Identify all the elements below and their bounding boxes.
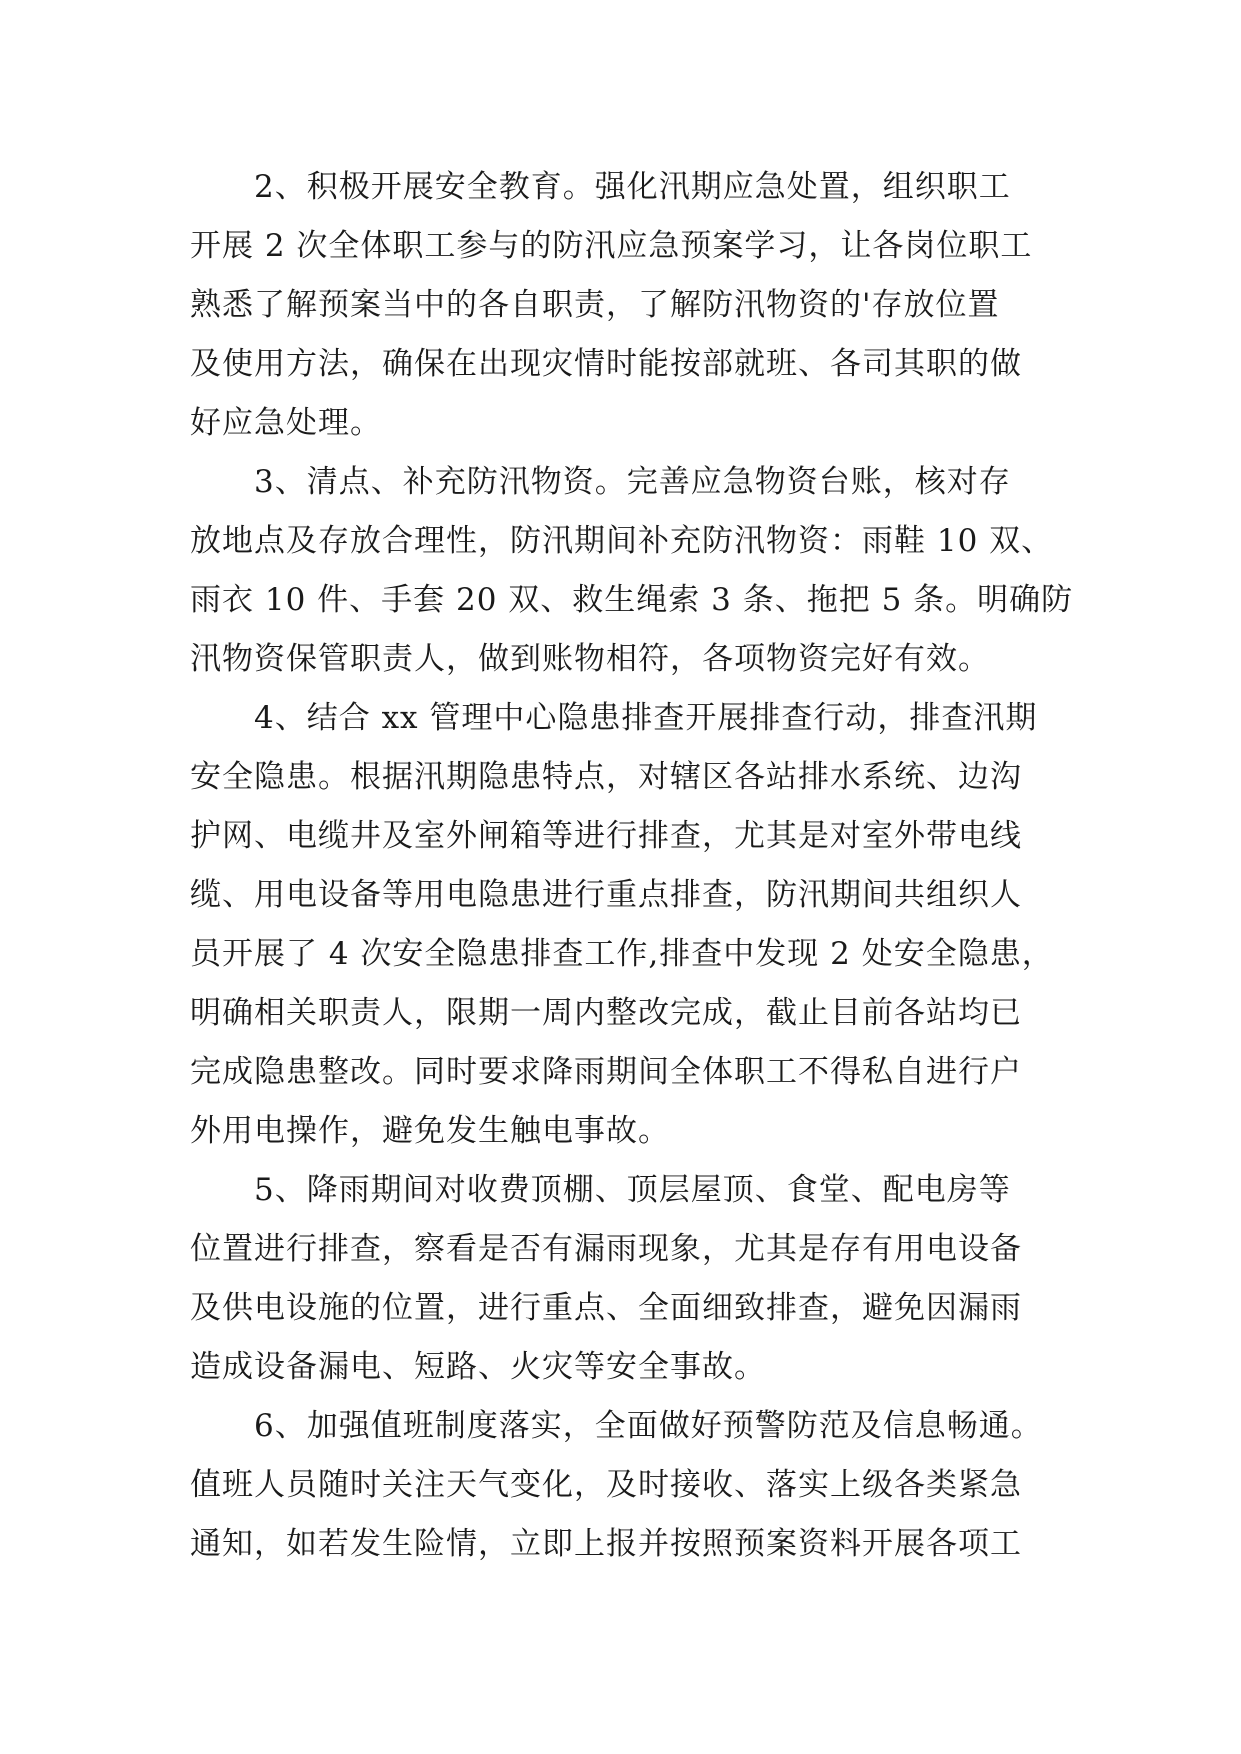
text-line: 开展 2 次全体职工参与的防汛应急预案学习，让各岗位职工	[190, 228, 1033, 264]
text-line: 安全隐患。根据汛期隐患特点，对辖区各站排水系统、边沟	[190, 759, 1022, 795]
document-body	[190, 158, 1074, 1574]
text-line: 5、降雨期间对收费顶棚、顶层屋顶、食堂、配电房等	[190, 1172, 1011, 1208]
text-line: 及使用方法，确保在出现灾情时能按部就班、各司其职的做	[190, 346, 1022, 382]
text-line: 放地点及存放合理性，防汛期间补充防汛物资：雨鞋 10 双、	[190, 523, 1054, 559]
text-line: 外用电操作，避免发生触电事故。	[190, 1113, 670, 1149]
text-line: 及供电设施的位置，进行重点、全面细致排查，避免因漏雨	[190, 1290, 1022, 1326]
text-line: 值班人员随时关注天气变化，及时接收、落实上级各类紧急	[190, 1467, 1022, 1503]
text-line: 4、结合 xx 管理中心隐患排查开展排查行动，排查汛期	[190, 700, 1038, 736]
text-line: 造成设备漏电、短路、火灾等安全事故。	[190, 1349, 766, 1385]
text-line: 护网、电缆井及室外闸箱等进行排查，尤其是对室外带电线	[190, 818, 1022, 854]
text-line: 员开展了 4 次安全隐患排查工作,排查中发现 2 处安全隐患，	[190, 936, 1054, 972]
text-line: 通知，如若发生险情，立即上报并按照预案资料开展各项工	[190, 1526, 1022, 1562]
text-line: 汛物资保管职责人，做到账物相符，各项物资完好有效。	[190, 641, 990, 677]
text-line: 位置进行排查，察看是否有漏雨现象，尤其是存有用电设备	[190, 1231, 1022, 1267]
text-line: 3、清点、补充防汛物资。完善应急物资台账，核对存	[190, 464, 1011, 500]
text-line: 好应急处理。	[190, 405, 382, 441]
text-line: 缆、用电设备等用电隐患进行重点排查，防汛期间共组织人	[190, 877, 1022, 913]
text-line: 完成隐患整改。同时要求降雨期间全体职工不得私自进行户	[190, 1054, 1022, 1090]
text-line: 明确相关职责人，限期一周内整改完成，截止目前各站均已	[190, 995, 1022, 1031]
text-line: 6、加强值班制度落实，全面做好预警防范及信息畅通。	[190, 1408, 1043, 1444]
text-line: 熟悉了解预案当中的各自职责，了解防汛物资的'存放位置	[190, 287, 1000, 323]
text-line: 2、积极开展安全教育。强化汛期应急处置，组织职工	[190, 169, 1011, 205]
text-line: 雨衣 10 件、手套 20 双、救生绳索 3 条、拖把 5 条。明确防	[190, 582, 1074, 618]
